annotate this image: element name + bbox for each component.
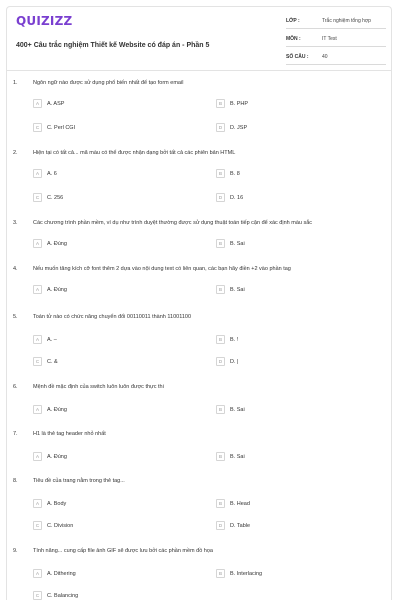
option-text: B. Sai bbox=[230, 240, 245, 247]
option-a[interactable] bbox=[33, 498, 66, 509]
option-b[interactable] bbox=[216, 451, 245, 462]
option-text: D. 16 bbox=[230, 194, 244, 201]
question-number: 7. bbox=[13, 431, 18, 437]
option-key-box: A bbox=[33, 239, 42, 248]
option-text: B. Sai bbox=[230, 286, 245, 293]
option-text: A. Body bbox=[47, 500, 67, 507]
meta-value: IT Test bbox=[322, 36, 337, 42]
meta-label: LỚP : bbox=[286, 18, 300, 24]
header-divider bbox=[6, 70, 392, 71]
option-key-box: C bbox=[33, 193, 42, 202]
option-text: B. Sai bbox=[230, 453, 245, 460]
option-text: B. PHP bbox=[230, 100, 249, 107]
meta-value: Trắc nghiệm tổng hợp bbox=[322, 18, 371, 24]
question-text: Tính năng... cung cấp file ảnh GIF sẽ được lưu bởi các phần mềm đồ họa bbox=[33, 548, 213, 554]
option-text: A. Đúng bbox=[47, 453, 67, 460]
option-c[interactable] bbox=[33, 356, 58, 367]
option-d[interactable] bbox=[216, 192, 243, 203]
page-frame bbox=[6, 6, 392, 600]
option-b[interactable] bbox=[216, 284, 245, 295]
worksheet-title: 400+ Câu trắc nghiệm Thiết kế Website có đáp án - Phần 5 bbox=[16, 42, 210, 49]
option-text: A. ASP bbox=[47, 100, 65, 107]
question-text: Ngôn ngữ nào được sử dụng phổ biến nhất để tạo form email bbox=[33, 80, 184, 86]
option-text: C. & bbox=[47, 358, 58, 365]
option-a[interactable] bbox=[33, 568, 76, 579]
question-number: 2. bbox=[13, 150, 18, 156]
option-c[interactable] bbox=[33, 192, 63, 203]
meta-label: MÔN : bbox=[286, 36, 301, 42]
option-d[interactable] bbox=[216, 122, 247, 133]
question-text: Tiêu đề của trang nằm trong thẻ tag... bbox=[33, 478, 125, 484]
option-text: B. Interlacing bbox=[230, 570, 263, 577]
option-key-box: A bbox=[33, 285, 42, 294]
question-text: Toán tử nào có chức năng chuyển đổi 00110011 thành 11001100 bbox=[33, 314, 192, 320]
option-text: B. ! bbox=[230, 336, 239, 343]
question-number: 5. bbox=[13, 314, 18, 320]
option-key-box: A bbox=[33, 335, 42, 344]
option-key-box: B bbox=[216, 405, 225, 414]
option-key-box: B bbox=[216, 569, 225, 578]
option-key-box: A bbox=[33, 405, 42, 414]
option-text: C. Balancing bbox=[47, 592, 79, 599]
question-text: Hiện tại có tất cả... mã màu có thể được nhận dạng bởi tất cả các phiên bản HTML bbox=[33, 150, 236, 156]
meta-row-count bbox=[286, 50, 386, 65]
option-c[interactable] bbox=[33, 122, 75, 133]
option-text: A. Dithering bbox=[47, 570, 76, 577]
quizizz-logo: QUIZIZZ bbox=[16, 14, 73, 28]
option-b[interactable] bbox=[216, 168, 240, 179]
option-b[interactable] bbox=[216, 498, 250, 509]
option-c[interactable] bbox=[33, 590, 78, 600]
option-a[interactable] bbox=[33, 238, 67, 249]
option-a[interactable] bbox=[33, 284, 67, 295]
option-b[interactable] bbox=[216, 334, 238, 345]
question-number: 8. bbox=[13, 478, 18, 484]
question-number: 9. bbox=[13, 548, 18, 554]
question-number: 1. bbox=[13, 80, 18, 86]
option-key-box: B bbox=[216, 169, 225, 178]
question-number: 6. bbox=[13, 384, 18, 390]
option-text: D. | bbox=[230, 358, 239, 365]
option-key-box: B bbox=[216, 452, 225, 461]
option-key-box: C bbox=[33, 357, 42, 366]
option-text: B. 8 bbox=[230, 170, 240, 177]
option-text: A. Đúng bbox=[47, 286, 67, 293]
option-key-box: C bbox=[33, 591, 42, 600]
option-key-box: D bbox=[216, 521, 225, 530]
question-text: Các chương trình phần mềm, ví dụ như trình duyệt thường được sử dụng thuật toán tiếp cận để xác định màu sắc bbox=[33, 220, 313, 226]
option-text: C. 256 bbox=[47, 194, 64, 201]
option-key-box: D bbox=[216, 123, 225, 132]
option-key-box: B bbox=[216, 335, 225, 344]
option-key-box: A bbox=[33, 499, 42, 508]
option-key-box: A bbox=[33, 169, 42, 178]
option-a[interactable] bbox=[33, 168, 57, 179]
option-key-box: C bbox=[33, 521, 42, 530]
option-text: D. Table bbox=[230, 522, 251, 529]
option-key-box: B bbox=[216, 499, 225, 508]
question-text: H1 là thẻ tag header nhỏ nhất bbox=[33, 431, 106, 437]
option-c[interactable] bbox=[33, 520, 73, 531]
option-key-box: A bbox=[33, 99, 42, 108]
meta-label: SỐ CÂU : bbox=[286, 54, 309, 60]
option-key-box: B bbox=[216, 285, 225, 294]
option-a[interactable] bbox=[33, 451, 67, 462]
option-key-box: A bbox=[33, 569, 42, 578]
option-text: B. Head bbox=[230, 500, 250, 507]
meta-row-class bbox=[286, 14, 386, 29]
worksheet-header bbox=[16, 12, 386, 68]
option-a[interactable] bbox=[33, 98, 64, 109]
option-a[interactable] bbox=[33, 404, 67, 415]
option-key-box: D bbox=[216, 357, 225, 366]
worksheet-meta bbox=[286, 14, 386, 68]
question-number: 3. bbox=[13, 220, 18, 226]
option-text: A. Đúng bbox=[47, 406, 67, 413]
option-d[interactable] bbox=[216, 356, 238, 367]
option-b[interactable] bbox=[216, 404, 245, 415]
option-text: A. 6 bbox=[47, 170, 57, 177]
question-number: 4. bbox=[13, 266, 18, 272]
option-key-box: B bbox=[216, 99, 225, 108]
question-text: Mệnh đề mặc định của switch luôn luôn được thực thi bbox=[33, 384, 164, 390]
option-b[interactable] bbox=[216, 238, 245, 249]
option-a[interactable] bbox=[33, 334, 57, 345]
option-d[interactable] bbox=[216, 520, 250, 531]
question-text: Nếu muốn tăng kích cỡ font thêm 2 dựa vào nội dung text có liên quan, các bạn hãy điền +2 vào phần tag bbox=[33, 266, 291, 272]
meta-value: 40 bbox=[322, 54, 328, 60]
option-text: B. Sai bbox=[230, 406, 245, 413]
option-text: A. – bbox=[47, 336, 57, 343]
option-b[interactable] bbox=[216, 568, 262, 579]
option-text: C. Division bbox=[47, 522, 74, 529]
option-text: D. JSP bbox=[230, 124, 248, 131]
option-b[interactable] bbox=[216, 98, 248, 109]
option-text: A. Đúng bbox=[47, 240, 67, 247]
meta-row-subject bbox=[286, 32, 386, 47]
option-text: C. Perl CGI bbox=[47, 124, 76, 131]
option-key-box: C bbox=[33, 123, 42, 132]
option-key-box: B bbox=[216, 239, 225, 248]
option-key-box: A bbox=[33, 452, 42, 461]
option-key-box: D bbox=[216, 193, 225, 202]
